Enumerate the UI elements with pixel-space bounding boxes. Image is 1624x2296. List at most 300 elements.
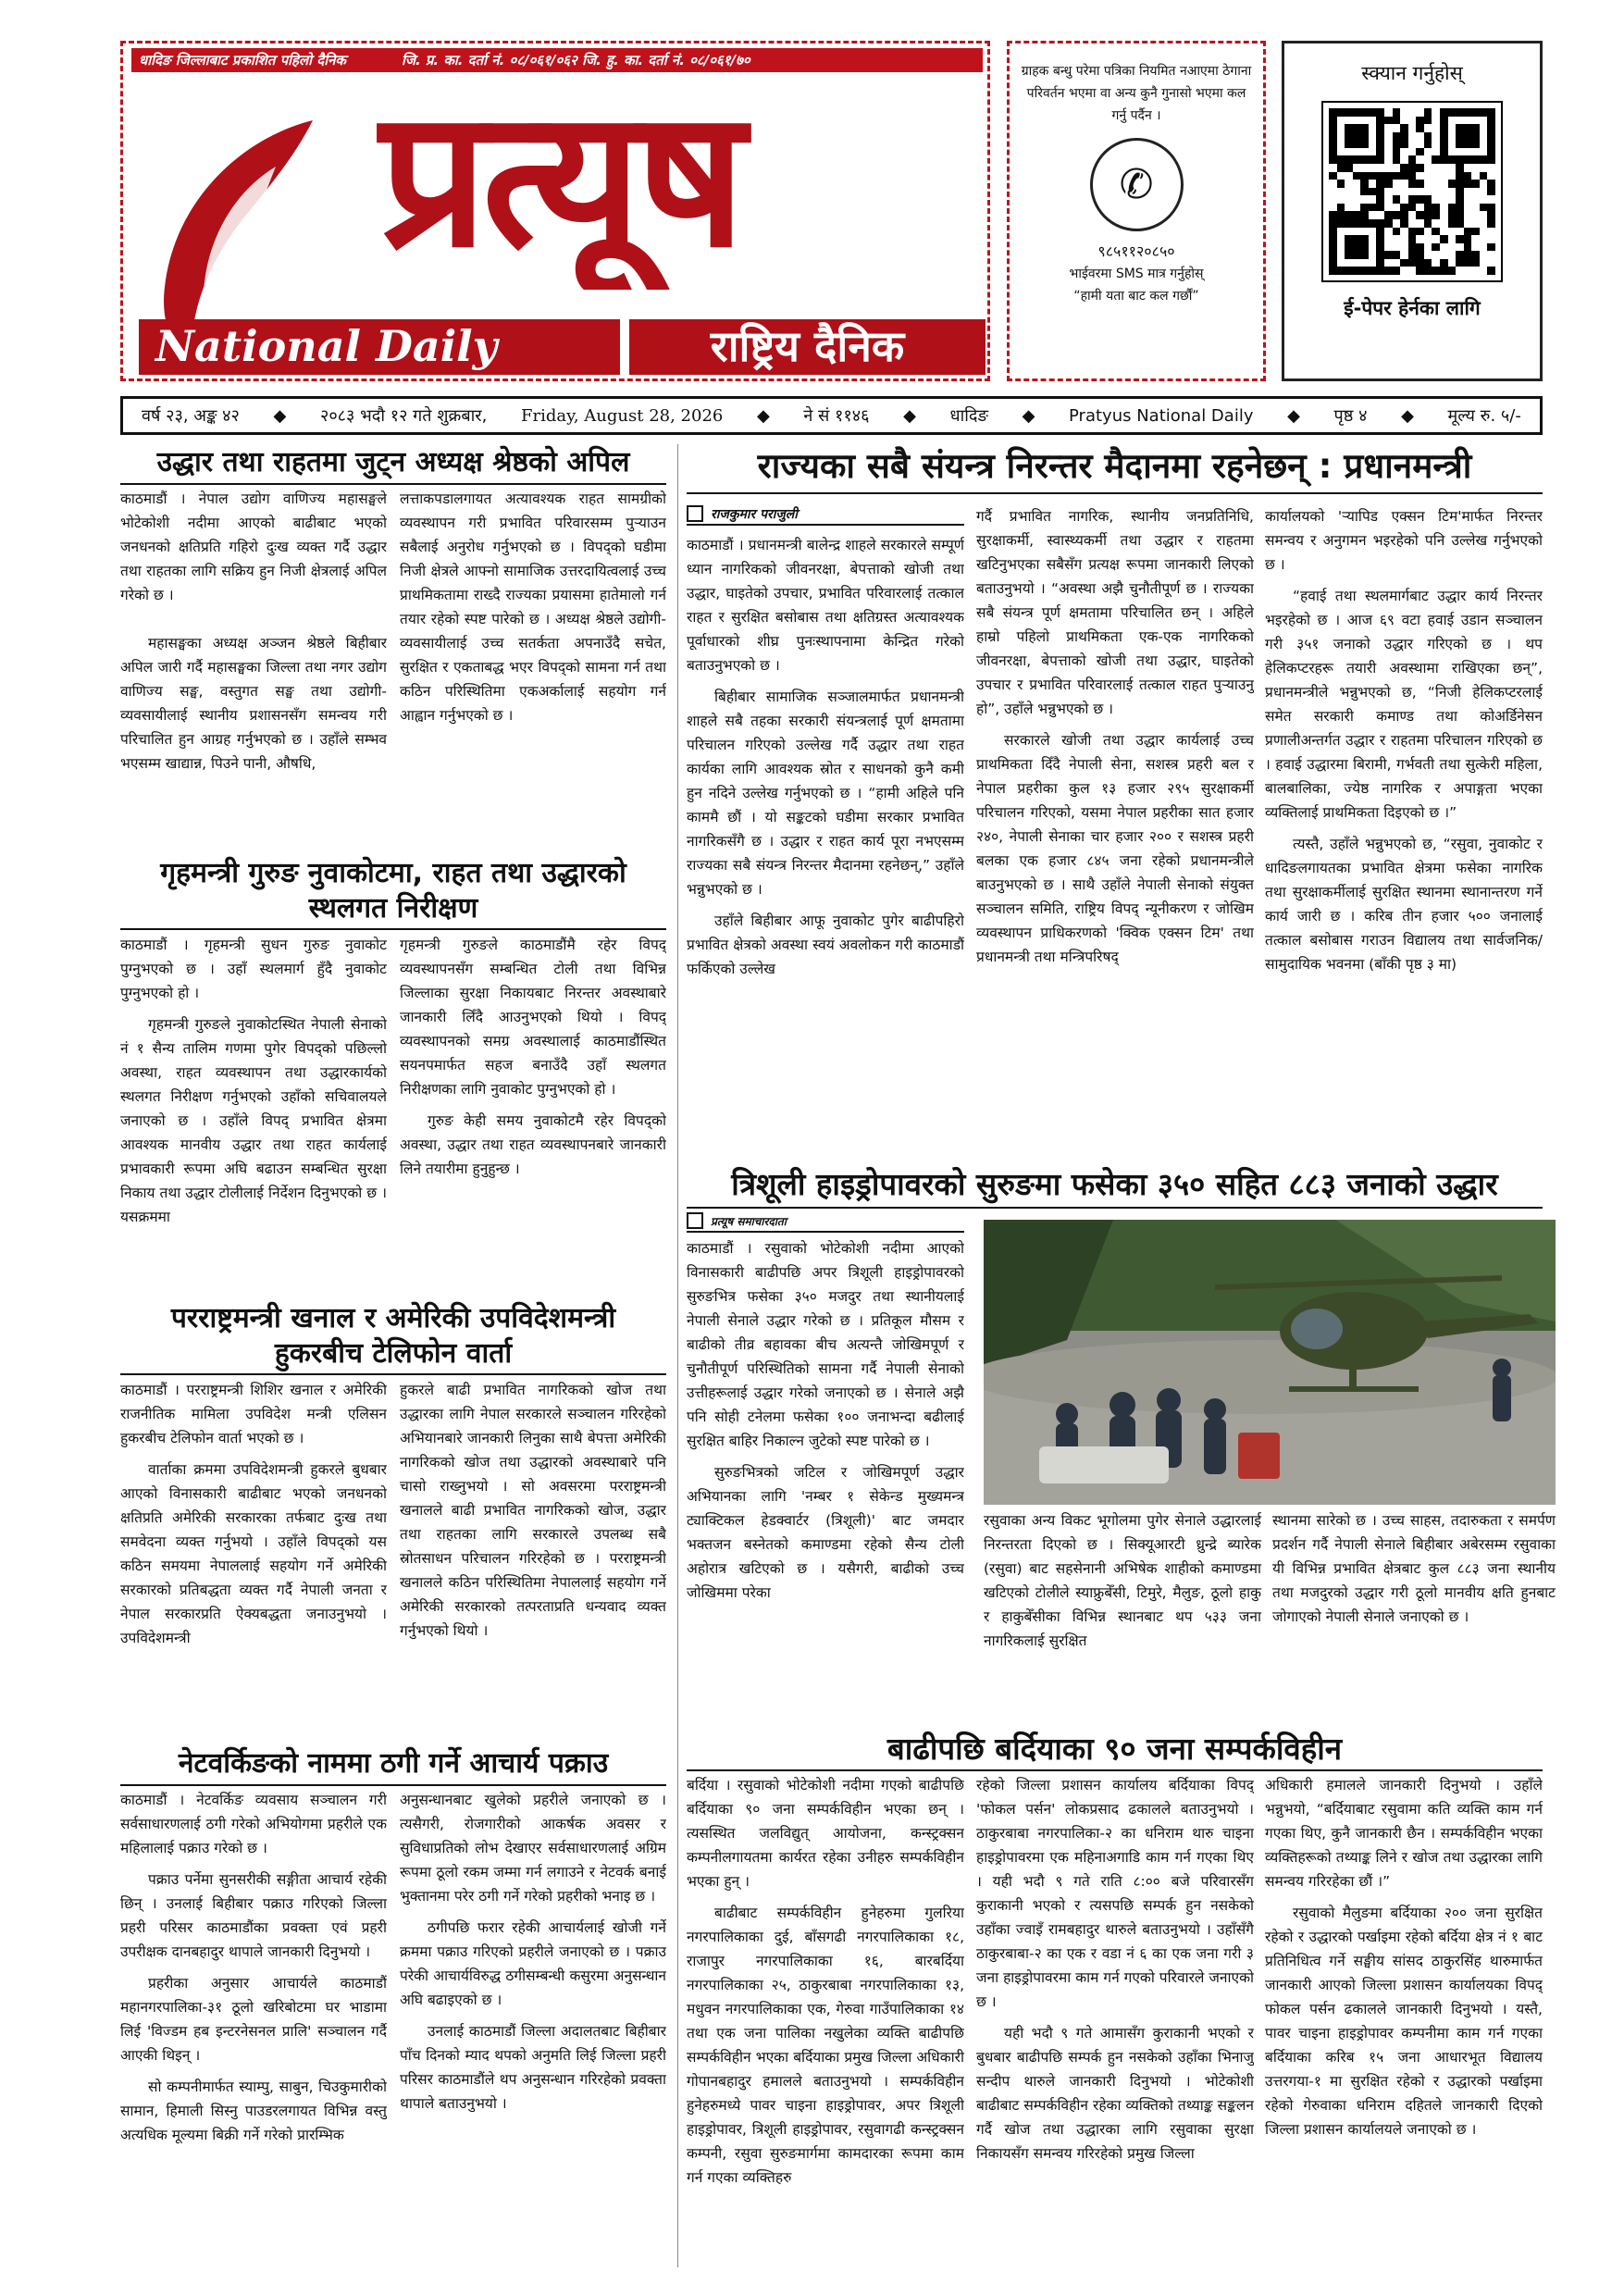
paragraph: “हवाई तथा स्थलमार्गबाट उद्धार कार्य निरन्तर भइरहेको छ । आज ६९ वटा हवाई उडान सञ्चालन गरी ३५१ जनाको उद्धार गरिएको छ । थप हेलिकप्टरहरू तयारी अवस्थामा राखिएका छन्”, प्रधानमन्त्रीले भन्नुभएको छ, “निजी हेलिकप्टरलाई समेत सरकारी कमाण्ड तथा कोअर्डिनेसन प्रणालीअन्तर्गत उद्धार र राहतमा परिचालन गरिएको छ । हवाई उद्धारमा बिरामी, गर्भवती तथा सुत्केरी महिला, बालबालिका, ज्येष्ठ नागरिक र अपाङ्गता भएका व्यक्तिलाई प्राथमिकता दिइएको छ ।” xyxy=(1265,588,1543,821)
qr-module xyxy=(1353,235,1361,243)
qr-module xyxy=(1440,140,1448,148)
qr-module xyxy=(1456,259,1464,267)
qr-module xyxy=(1480,267,1488,275)
qr-module xyxy=(1480,124,1488,132)
qr-module xyxy=(1353,195,1361,204)
qr-module xyxy=(1424,172,1432,180)
qr-module xyxy=(1432,267,1440,275)
qr-module xyxy=(1456,155,1464,164)
qr-module xyxy=(1471,259,1480,267)
qr-module xyxy=(1471,155,1480,164)
qr-module xyxy=(1487,211,1495,219)
qr-module xyxy=(1376,124,1384,132)
qr-module xyxy=(1345,211,1353,219)
qr-module xyxy=(1464,148,1472,156)
qr-module xyxy=(1456,164,1464,172)
qr-module xyxy=(1487,243,1495,252)
qr-module xyxy=(1416,243,1424,252)
qr-module xyxy=(1464,195,1472,204)
notice-phone: ९८५११२०८५० xyxy=(1097,242,1175,260)
qr-module xyxy=(1400,117,1408,125)
qr-module xyxy=(1471,172,1480,180)
qr-module xyxy=(1353,211,1361,219)
qr-module xyxy=(1480,108,1488,117)
qr-module xyxy=(1360,259,1369,267)
tagline-registration: जि. प्र. का. दर्ता नं. ०८/०६१/०६२ जि. हु. का. दर्ता नं. ०८/०६१/७० xyxy=(401,52,750,68)
qr-module xyxy=(1369,172,1377,180)
bardiya-col-2 xyxy=(976,1773,1254,2273)
qr-module xyxy=(1329,243,1337,252)
article-4-col-2 xyxy=(400,1788,666,2269)
qr-module xyxy=(1393,117,1401,125)
qr-module xyxy=(1337,108,1345,117)
qr-module xyxy=(1487,195,1495,204)
qr-module xyxy=(1440,195,1448,204)
qr-module xyxy=(1464,188,1472,196)
qr-module xyxy=(1329,148,1337,156)
qr-module xyxy=(1369,180,1377,188)
qr-module xyxy=(1376,219,1384,228)
qr-module xyxy=(1345,267,1353,275)
qr-module xyxy=(1471,204,1480,212)
qr-module xyxy=(1376,211,1384,219)
paragraph: उनलाई काठमाडौं जिल्ला अदालतबाट बिहीबार पाँच दिनको म्याद थपको अनुमति लिई जिल्ला प्रहरी परिसर काठमाडौंले थप अनुसन्धान गरिरहेको प्रवक्ता थापाले बताउनुभयो । xyxy=(400,2023,666,2112)
paragraph: प्रहरीका अनुसार आचार्यले काठमाडौं महानगरपालिका-३१ ठूलो खरिबोटमा घर भाडामा लिई 'विज्डम हब इन्टरनेसनल प्रालि' सञ्चालन गर्दै आएकी थिइन् । xyxy=(120,1975,387,2064)
article-3-col-1 xyxy=(120,1378,387,1744)
qr-module xyxy=(1440,228,1448,236)
qr-module xyxy=(1424,243,1432,252)
qr-module xyxy=(1384,267,1393,275)
qr-module xyxy=(1471,251,1480,259)
qr-module xyxy=(1416,211,1424,219)
bardiya-article-title[interactable]: बाढीपछि बर्दियाका ९० जना सम्पर्कविहीन xyxy=(886,1731,1343,1767)
qr-module xyxy=(1369,251,1377,259)
qr-module xyxy=(1329,251,1337,259)
qr-module xyxy=(1416,195,1424,204)
qr-module xyxy=(1376,228,1384,236)
qr-module xyxy=(1337,140,1345,148)
qr-module xyxy=(1329,195,1337,204)
qr-module xyxy=(1376,251,1384,259)
paragraph: त्यस्तै, उहाँले भन्नुभएको छ, “रसुवा, नुवाकोट र धादिङलगायतका प्रभावित क्षेत्रमा फसेका नागरिक तथा सुरक्षाकर्मीलाई सुरक्षित स्थानमा स्थानान्तरण गर्ने कार्य जारी छ । करिब तीन हजार ५०० जनालाई तत्काल बसोबास गराउन विद्यालय तथा सार्वजनिक/सामुदायिक भवनमा (बाँकी पृष्ठ ३ मा) xyxy=(1265,836,1543,973)
qr-module xyxy=(1353,267,1361,275)
qr-module xyxy=(1376,108,1384,117)
qr-module xyxy=(1464,172,1472,180)
divider xyxy=(120,928,666,930)
qr-module xyxy=(1393,235,1401,243)
qr-module xyxy=(1487,117,1495,125)
paragraph: हुकरले बाढी प्रभावित नागरिकको खोज तथा उद्धारका लागि नेपाल सरकारले सञ्चालन गरिरहेको अभियानबारे जानकारी लिनुका साथै बेपत्ता अमेरिकी नागरिकको खोज तथा उद्धारको अवस्थाबारे पनि चासो राख्नुभयो । सो अवसरमा परराष्ट्रमन्त्री खनालले बाढी प्रभावित नागरिकको खोज, उद्धार तथा राहतका लागि सरकारले उपलब्ध सबै स्रोतसाधन परिचालन गरिरहेको छ । परराष्ट्रमन्त्री खनालले कठिन परिस्थितिमा नेपाललाई सहयोग गर्ने अमेरिकी सरकारको तत्परताप्रति धन्यवाद व्यक्त गर्नुभएको थियो । xyxy=(400,1382,666,1639)
qr-module xyxy=(1464,132,1472,141)
qr-module xyxy=(1393,243,1401,252)
qr-module xyxy=(1416,204,1424,212)
qr-module xyxy=(1360,235,1369,243)
qr-module xyxy=(1337,243,1345,252)
paragraph: काठमाडौं । नेटवर्किङ व्यवसाय सञ्चालन गरी सर्वसाधारणलाई ठगी गरेको अभियोगमा प्रहरीले एक महिलालाई पक्राउ गरेको छ । xyxy=(120,1792,387,1856)
qr-module xyxy=(1456,204,1464,212)
qr-module xyxy=(1360,140,1369,148)
square-icon xyxy=(687,505,703,522)
qr-module xyxy=(1337,117,1345,125)
qr-module xyxy=(1464,251,1472,259)
bardiya-col-3 xyxy=(1265,1773,1543,2273)
qr-module xyxy=(1376,140,1384,148)
qr-module xyxy=(1329,140,1337,148)
qr-module xyxy=(1384,124,1393,132)
qr-module xyxy=(1456,180,1464,188)
qr-module xyxy=(1400,243,1408,252)
qr-module xyxy=(1432,140,1440,148)
qr-module xyxy=(1424,188,1432,196)
qr-module xyxy=(1471,140,1480,148)
qr-module xyxy=(1448,211,1457,219)
qr-module xyxy=(1337,259,1345,267)
qr-module xyxy=(1416,267,1424,275)
qr-module xyxy=(1376,148,1384,156)
qr-module xyxy=(1384,195,1393,204)
qr-module xyxy=(1456,195,1464,204)
qr-module xyxy=(1393,188,1401,196)
dateline-paper: Pratyus National Daily xyxy=(1069,405,1254,426)
paragraph: गुरुङ केही समय नुवाकोटमै रहेर विपद्को अवस्था, उद्धार तथा राहत व्यवस्थापनबारे जानकारी लिने तयारीमा हुनुहुन्छ । xyxy=(400,1112,666,1177)
qr-module xyxy=(1480,219,1488,228)
qr-module xyxy=(1448,228,1457,236)
masthead-rashtriya-dainik: राष्ट्रिय दैनिक xyxy=(629,319,986,375)
trishuli-article-title[interactable]: त्रिशूली हाइड्रोपावरको सुरुङमा फसेका ३५० सहित ८८३ जनाको उद्धार xyxy=(731,1166,1498,1202)
qr-module xyxy=(1400,219,1408,228)
qr-module xyxy=(1393,108,1401,117)
qr-module xyxy=(1456,243,1464,252)
qr-module xyxy=(1432,195,1440,204)
article-1-title[interactable]: उद्धार तथा राहतमा जुट्न अध्यक्ष श्रेष्ठको अपिल xyxy=(156,446,630,478)
qr-module xyxy=(1440,219,1448,228)
article-1-col-2 xyxy=(400,487,666,857)
qr-module xyxy=(1353,172,1361,180)
qr-module xyxy=(1432,259,1440,267)
qr-module xyxy=(1480,228,1488,236)
qr-module xyxy=(1432,211,1440,219)
paragraph: बाढीबाट सम्पर्कविहीन हुनेहरुमा गुलरिया नगरपालिकाका दुई, बाँसगढी नगरपालिकाका १८, राजापुर नगरपालिकाका १६, बारबर्दिया नगरपालिकाका २५, ठाकुरबाबा नगरपालिकाका १३, मधुवन नगरपालिकाका एक, गेरुवा गाउँपालिकाका १४ तथा एक जना पालिका नखुलेका व्यक्ति बाढीपछि सम्पर्कविहीन भएका बर्दियाका प्रमुख जिल्ला अधिकारी गोपानबहादुर हमालले बताउनुभयो । सम्पर्कविहीन हुनेहरुमध्ये पावर चाइना हाइड्रोपावर, अपर त्रिशूली हाइड्रोपावर, त्रिशूली हाइड्रोपावर, रसुवागढी कन्स्ट्रक्सन कम्पनी, रसुवा सुरुङमार्गमा कामदारका रूपमा काम गर्न गएका व्यक्तिहरु xyxy=(687,1905,964,2186)
qr-module xyxy=(1329,124,1337,132)
qr-module xyxy=(1369,132,1377,141)
qr-module xyxy=(1393,172,1401,180)
qr-module xyxy=(1440,155,1448,164)
qr-module xyxy=(1408,132,1417,141)
qr-module xyxy=(1432,188,1440,196)
qr-module xyxy=(1440,204,1448,212)
qr-module xyxy=(1360,148,1369,156)
tagline-first-daily: धादिङ जिल्लाबाट प्रकाशित पहिलो दैनिक xyxy=(139,52,346,68)
article-4-title[interactable]: नेटवर्किङको नाममा ठगी गर्ने आचार्य पक्राउ xyxy=(178,1747,609,1780)
qr-module xyxy=(1369,195,1377,204)
qr-module xyxy=(1376,180,1384,188)
qr-module xyxy=(1464,140,1472,148)
qr-module xyxy=(1408,117,1417,125)
qr-module xyxy=(1329,267,1337,275)
qr-module xyxy=(1329,132,1337,141)
qr-module xyxy=(1384,259,1393,267)
divider xyxy=(687,1769,1543,1771)
qr-module xyxy=(1487,172,1495,180)
qr-module xyxy=(1424,267,1432,275)
qr-module xyxy=(1384,243,1393,252)
qr-module xyxy=(1384,155,1393,164)
qr-module xyxy=(1400,155,1408,164)
paragraph: बिहीबार सामाजिक सञ्जालमार्फत प्रधानमन्त्री शाहले सबै तहका सरकारी संयन्त्रलाई पूर्ण क्षमतामा परिचालन गरिएको उल्लेख गर्दै उद्धार तथा राहत कार्यका लागि आवश्यक स्रोत र साधनको कुनै कमी हुन नदिने उल्लेख गर्नुभएको छ । “हामी अहिले पनि काममै छौं । यो सङ्कटको घडीमा सरकार प्रभावित नागरिकसँगै छ । उद्धार र राहत कार्य पूरा नभएसम्म राज्यका सबै संयन्त्र निरन्तर मैदानमा रहनेछन्,” उहाँले भन्नुभएको छ । xyxy=(687,689,964,898)
paragraph: रसुवाको मैलुङमा बर्दियाका २०० जना सुरक्षित रहेको र उद्धारको पर्खाइमा रहेको बर्दिया क्षेत्र नं १ बाट प्रतिनिधित्व गर्ने सङ्घीय सांसद ठाकुरसिंह थारुमार्फत जानकारी आएको जिल्ला प्रशासन कार्यालयका विपद् फोकल पर्सन ढकालले जानकारी दिनुभयो । यस्तै, पावर चाइना हाइड्रोपावर कम्पनीमा काम गर्न गएका बर्दियाका करिब १५ जना आधारभूत विद्यालय उत्तरगया-१ मा सुरक्षित रहेको र उद्धारको पर्खाइमा रहेको गेरुवाका धनिराम दहितले जानकारी दिएको जिल्ला प्रशासन कार्यालयले जनाएको छ । xyxy=(1265,1905,1543,2138)
lead-article-title[interactable]: राज्यका सबै संयन्त्र निरन्तर मैदानमा रहनेछन् : प्रधानमन्त्री xyxy=(757,446,1472,486)
qr-module xyxy=(1464,235,1472,243)
qr-module xyxy=(1408,124,1417,132)
qr-module xyxy=(1353,219,1361,228)
qr-module xyxy=(1464,155,1472,164)
qr-module xyxy=(1369,267,1377,275)
qr-module xyxy=(1400,164,1408,172)
qr-module xyxy=(1487,164,1495,172)
paragraph: काठमाडौं । गृहमन्त्री सुधन गुरुङ नुवाकोट पुग्नुभएको छ । उहाँ स्थलमार्ग हुँदै नुवाकोट पुग्नुभएको हो । xyxy=(120,937,387,1001)
qr-module xyxy=(1329,235,1337,243)
qr-module xyxy=(1464,180,1472,188)
qr-module xyxy=(1337,124,1345,132)
phone-icon: ✆ xyxy=(1090,138,1184,231)
qr-module xyxy=(1480,132,1488,141)
qr-module xyxy=(1345,155,1353,164)
qr-module xyxy=(1464,219,1472,228)
qr-module xyxy=(1448,251,1457,259)
qr-module xyxy=(1376,132,1384,141)
qr-module xyxy=(1408,155,1417,164)
qr-module xyxy=(1424,211,1432,219)
qr-module xyxy=(1480,172,1488,180)
paragraph: सो कम्पनीमार्फत स्याम्पु, साबुन, चिउकुमारीको सामान, हिमाली सिस्नु पाउडरलगायत विभिन्न वस्तु अत्यधिक मूल्यमा बिक्री गर्ने गरेको प्रारम्भिक xyxy=(120,2079,387,2143)
qr-module xyxy=(1424,132,1432,141)
reg-number: ने सं ११४६ xyxy=(803,406,870,426)
qr-module xyxy=(1424,148,1432,156)
qr-module xyxy=(1353,164,1361,172)
qr-module xyxy=(1329,180,1337,188)
article-2-col-2 xyxy=(400,933,666,1298)
dateline-place: धादिङ xyxy=(949,406,988,426)
qr-module xyxy=(1393,251,1401,259)
qr-module xyxy=(1408,243,1417,252)
qr-module xyxy=(1408,235,1417,243)
qr-module xyxy=(1353,148,1361,156)
qr-module xyxy=(1424,117,1432,125)
qr-module xyxy=(1487,148,1495,156)
article-3-title[interactable] xyxy=(120,1301,666,1371)
qr-module xyxy=(1416,219,1424,228)
qr-module xyxy=(1456,172,1464,180)
qr-module xyxy=(1480,235,1488,243)
qr-module xyxy=(1416,164,1424,172)
qr-module xyxy=(1384,211,1393,219)
qr-module xyxy=(1480,243,1488,252)
qr-module xyxy=(1369,140,1377,148)
qr-module xyxy=(1400,267,1408,275)
qr-module xyxy=(1329,211,1337,219)
qr-module xyxy=(1480,211,1488,219)
divider xyxy=(120,1784,666,1786)
qr-module xyxy=(1456,211,1464,219)
qr-module xyxy=(1353,124,1361,132)
qr-module xyxy=(1440,267,1448,275)
qr-module xyxy=(1487,108,1495,117)
qr-module xyxy=(1424,164,1432,172)
qr-module xyxy=(1487,180,1495,188)
qr-module xyxy=(1384,204,1393,212)
qr-module xyxy=(1400,235,1408,243)
qr-module xyxy=(1456,140,1464,148)
lead-col-3 xyxy=(1265,504,1543,1162)
qr-module xyxy=(1329,108,1337,117)
qr-module xyxy=(1424,108,1432,117)
qr-module xyxy=(1424,219,1432,228)
qr-module xyxy=(1400,132,1408,141)
qr-module xyxy=(1448,140,1457,148)
qr-module xyxy=(1456,251,1464,259)
qr-module xyxy=(1432,132,1440,141)
qr-module xyxy=(1393,148,1401,156)
qr-module xyxy=(1353,132,1361,141)
qr-module xyxy=(1393,259,1401,267)
paragraph: लत्ताकपडालगायत अत्यावश्यक राहत सामग्रीको व्यवस्थापन गरी प्रभावित परिवारसम्म पुर्‍याउन सबैलाई अनुरोध गर्नुभएको छ । विपद्को घडीमा निजी क्षेत्रले आफ्नो सामाजिक उत्तरदायित्वलाई उच्च प्राथमिकतामा राख्दै राज्यका प्रयासमा हातेमालो गर्न तयार रहेको स्पष्ट पारेको छ । अध्यक्ष श्रेष्ठले उद्योगी-व्यवसायीलाई उच्च सतर्कता अपनाउँदै सचेत, सुरक्षित र एकताबद्ध भएर विपद्को सामना गर्न तथा कठिन परिस्थितिमा एकअर्कालाई सहयोग गर्न आह्वान गर्नुभएको छ । xyxy=(400,490,666,724)
qr-module xyxy=(1393,124,1401,132)
qr-module xyxy=(1440,259,1448,267)
paragraph: गर्दै प्रभावित नागरिक, स्थानीय जनप्रतिनिधि, सुरक्षाकर्मी, स्वास्थ्यकर्मी तथा उद्धार र राहतमा खटिनुभएका सबैसँग प्रत्यक्ष रूपमा जानकारी लिएको बताउनुभयो । “अवस्था अझै चुनौतीपूर्ण छ । राज्यका सबै संयन्त्र पूर्ण क्षमतामा परिचालित छन् । अहिले हाम्रो पहिलो प्राथमिकता एक-एक नागरिकको जीवनरक्षा, बेपत्ताको खोजी तथा उद्धार, घाइतेको उपचार र प्रभावित परिवारलाई तत्काल राहत पुऱ्याउनु हो”, उहाँले भन्नुभएको छ । xyxy=(976,508,1254,717)
qr-module xyxy=(1432,243,1440,252)
qr-module xyxy=(1448,108,1457,117)
lead-col-1 xyxy=(687,533,964,1162)
trishuli-byline-name: प्रत्यूष समाचारदाता xyxy=(711,1214,787,1228)
qr-module xyxy=(1369,108,1377,117)
qr-module xyxy=(1448,259,1457,267)
paragraph: महासङ्घका अध्यक्ष अञ्जन श्रेष्ठले बिहीबार अपिल जारी गर्दै महासङ्घका जिल्ला तथा नगर उद्योग वाणिज्य सङ्घ, वस्तुगत सङ्घ तथा उद्योगी-व्यवसायीलाई स्थानीय प्रशासनसँग समन्वय गरी परिचालित हुन आग्रह गर्नुभएको छ । उहाँले सम्भव भएसम्म खाद्यान्न, पिउने पानी, औषधि, xyxy=(120,635,387,772)
qr-module xyxy=(1471,211,1480,219)
qr-module xyxy=(1424,204,1432,212)
qr-module xyxy=(1416,117,1424,125)
qr-module xyxy=(1408,211,1417,219)
qr-module xyxy=(1464,259,1472,267)
qr-module xyxy=(1376,267,1384,275)
qr-module xyxy=(1448,204,1457,212)
qr-module xyxy=(1345,243,1353,252)
qr-module xyxy=(1448,124,1457,132)
qr-module xyxy=(1480,164,1488,172)
qr-module xyxy=(1471,132,1480,141)
qr-module xyxy=(1456,108,1464,117)
qr-module xyxy=(1400,228,1408,236)
qr-module xyxy=(1471,195,1480,204)
qr-module xyxy=(1487,259,1495,267)
article-1-col-1 xyxy=(120,487,387,857)
qr-module xyxy=(1456,267,1464,275)
qr-module xyxy=(1345,219,1353,228)
qr-module xyxy=(1393,195,1401,204)
helicopter-rescue-image-icon xyxy=(984,1220,1556,1505)
qr-module xyxy=(1408,140,1417,148)
qr-module xyxy=(1329,204,1337,212)
qr-module xyxy=(1353,251,1361,259)
qr-module xyxy=(1448,219,1457,228)
qr-module xyxy=(1345,148,1353,156)
qr-module xyxy=(1360,132,1369,141)
divider xyxy=(687,492,1543,494)
qr-module xyxy=(1440,124,1448,132)
qr-module xyxy=(1448,235,1457,243)
qr-module xyxy=(1369,117,1377,125)
qr-module xyxy=(1471,235,1480,243)
article-2-title[interactable] xyxy=(120,856,666,926)
qr-module xyxy=(1440,148,1448,156)
qr-module xyxy=(1471,164,1480,172)
qr-module xyxy=(1424,180,1432,188)
qr-module xyxy=(1456,228,1464,236)
qr-module xyxy=(1448,117,1457,125)
qr-module xyxy=(1448,195,1457,204)
qr-module xyxy=(1369,211,1377,219)
qr-module xyxy=(1360,180,1369,188)
qr-module xyxy=(1400,140,1408,148)
qr-module xyxy=(1360,219,1369,228)
paragraph: अधिकारी हमालले जानकारी दिनुभयो । उहाँले भन्नुभयो, “बर्दियाबाट रसुवामा कति व्यक्ति काम गर्न गएका थिए, कुनै जानकारी छैन । सम्पर्कविहीन भएका व्यक्तिहरूको तथ्याङ्क लिने र खोज तथा उद्धारका लागि समन्वय गरिरहेका छौं ।” xyxy=(1265,1777,1543,1890)
qr-module xyxy=(1432,164,1440,172)
qr-module xyxy=(1384,251,1393,259)
qr-module xyxy=(1384,235,1393,243)
qr-module xyxy=(1360,117,1369,125)
qr-module xyxy=(1384,132,1393,141)
qr-module xyxy=(1416,132,1424,141)
qr-module xyxy=(1369,243,1377,252)
qr-module xyxy=(1471,180,1480,188)
qr-module xyxy=(1400,195,1408,204)
qr-module xyxy=(1471,124,1480,132)
qr-module xyxy=(1360,204,1369,212)
qr-module xyxy=(1487,132,1495,141)
qr-module xyxy=(1400,108,1408,117)
qr-module xyxy=(1464,117,1472,125)
qr-module xyxy=(1393,211,1401,219)
qr-module xyxy=(1360,155,1369,164)
column-divider xyxy=(677,444,678,2267)
qr-module xyxy=(1384,164,1393,172)
article-3-col-2 xyxy=(400,1378,666,1744)
qr-module xyxy=(1360,172,1369,180)
lead-col-2 xyxy=(976,504,1254,1162)
qr-module xyxy=(1480,251,1488,259)
qr-module xyxy=(1471,108,1480,117)
qr-module xyxy=(1471,188,1480,196)
qr-module xyxy=(1376,243,1384,252)
qr-module xyxy=(1345,259,1353,267)
qr-module xyxy=(1376,195,1384,204)
qr-module xyxy=(1416,140,1424,148)
qr-module xyxy=(1487,267,1495,275)
qr-module xyxy=(1369,164,1377,172)
qr-module xyxy=(1408,219,1417,228)
qr-module xyxy=(1393,228,1401,236)
paragraph: कार्यालयको 'र्‍यापिड एक्सन टिम'मार्फत निरन्तर समन्वय र अनुगमन भइरहेको पनि उल्लेख गर्नुभएको छ । xyxy=(1265,508,1543,573)
trishuli-byline xyxy=(687,1210,964,1233)
divider xyxy=(687,1207,1543,1209)
qr-code-icon[interactable] xyxy=(1323,103,1501,280)
qr-module xyxy=(1448,172,1457,180)
qr-module xyxy=(1487,228,1495,236)
article-2-title-line-1: गृहमन्त्री गुरुङ नुवाकोटमा, राहत तथा उद्धारको xyxy=(160,857,626,889)
qr-module xyxy=(1400,211,1408,219)
paragraph: काठमाडौं । नेपाल उद्योग वाणिज्य महासङ्घले भोटेकोशी नदीमा आएको बाढीबाट भएको जनधनको क्षतिप्रति गहिरो दुःख व्यक्त गर्दै उद्धार तथा राहतका लागि सक्रिय हुन निजी क्षेत्रलाई अपिल गरेको छ । xyxy=(120,490,387,603)
qr-module xyxy=(1416,259,1424,267)
qr-module xyxy=(1384,180,1393,188)
